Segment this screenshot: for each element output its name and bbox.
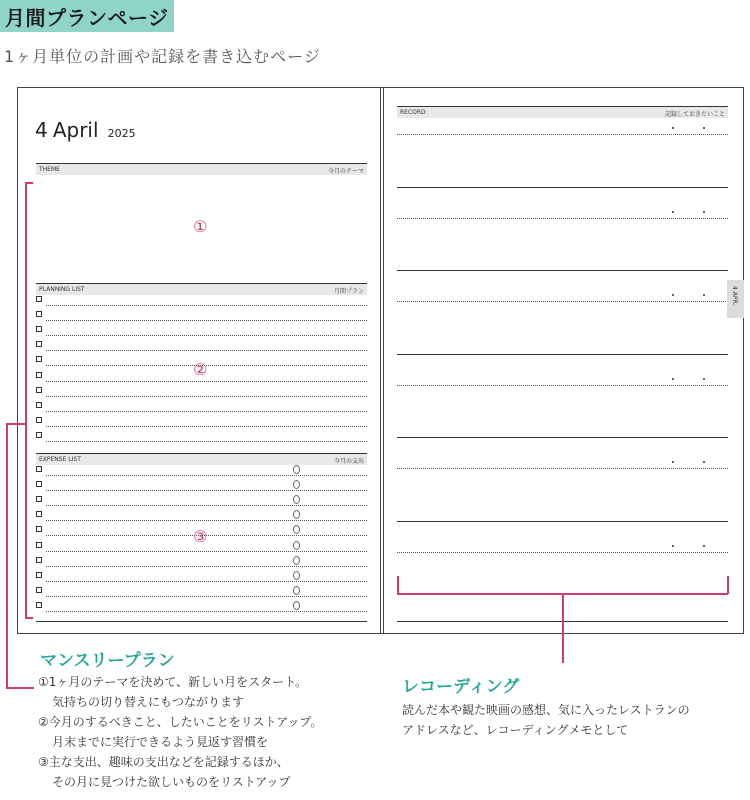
expense-row-line [46, 520, 367, 521]
theme-label: THEME [39, 166, 60, 173]
expense-checkbox [36, 602, 42, 608]
expense-checkbox [36, 481, 42, 487]
monthly-description [38, 672, 322, 792]
month-heading [35, 118, 136, 142]
expense-label-jp: 今月の支出 [333, 458, 364, 465]
marker-3: ③ [193, 527, 208, 546]
notebook-spine [380, 87, 384, 634]
expense-label: EXPENSE LIST [39, 456, 81, 463]
yen-icon [293, 571, 300, 580]
recording-description [402, 700, 690, 740]
expense-checkbox [36, 466, 42, 472]
record-label-jp: 記録しておきたいこと [664, 111, 725, 118]
month-side-tab [727, 280, 744, 318]
left-leader-v [6, 423, 8, 688]
planning-label-jp: 月間プラン [333, 288, 364, 295]
planning-bar [36, 283, 367, 295]
left-bracket-line [25, 182, 27, 619]
record-bar [397, 106, 728, 118]
planning-row-line [46, 396, 367, 397]
expense-checkbox [36, 542, 42, 548]
record-line [397, 301, 728, 302]
monthly-line: ②今月のするべきこと、したいことをリストアップ。 [38, 715, 323, 729]
planning-row-line [46, 320, 367, 321]
record-dot [703, 127, 705, 129]
expense-checkbox [36, 557, 42, 563]
planning-row-line [46, 441, 367, 442]
yen-icon [293, 586, 300, 595]
planning-row-line [46, 426, 367, 427]
right-bracket-left [397, 576, 399, 594]
monthly-line: 気持ちの切り替えにもつながります [52, 695, 245, 709]
record-dot [703, 378, 705, 380]
planning-checkbox [36, 296, 42, 302]
expense-row-line [46, 505, 367, 506]
left-bottom-line [36, 621, 367, 622]
page-subtitle: 1ヶ月単位の計画や記録を書き込むページ [4, 47, 321, 66]
record-line [397, 552, 728, 553]
expense-row-line [46, 581, 367, 582]
planning-checkbox [36, 311, 42, 317]
planning-row-line [46, 350, 367, 351]
recording-line: アドレスなど、レコーディングメモとして [402, 723, 629, 737]
marker-2: ② [193, 360, 208, 379]
expense-checkbox [36, 572, 42, 578]
record-dot [703, 545, 705, 547]
record-separator [397, 354, 728, 355]
yen-icon [293, 465, 300, 474]
record-dot [672, 378, 674, 380]
expense-row-line [46, 566, 367, 567]
expense-row-line [46, 551, 367, 552]
expense-checkbox [36, 496, 42, 502]
planning-checkbox [36, 417, 42, 423]
expense-row-line [46, 490, 367, 491]
planning-row-line [46, 381, 367, 382]
planning-checkbox [36, 326, 42, 332]
record-line [397, 218, 728, 219]
record-dot [672, 127, 674, 129]
yen-icon [293, 541, 300, 550]
monthly-line: その月に見つけた欲しいものをリストアップ [52, 775, 291, 789]
theme-bar [36, 163, 367, 175]
month-name: April [52, 118, 99, 142]
planning-checkbox [36, 402, 42, 408]
right-bracket-right [727, 576, 729, 594]
left-leader-h [6, 423, 25, 425]
expense-bar [36, 453, 367, 465]
expense-checkbox [36, 587, 42, 593]
record-dot [672, 545, 674, 547]
planning-row-line [46, 335, 367, 336]
planning-checkbox [36, 387, 42, 393]
planning-row-line [46, 411, 367, 412]
monthly-line: ①1ヶ月のテーマを決めて、新しい月をスタート。 [38, 675, 308, 689]
planning-checkbox [36, 356, 42, 362]
record-line [397, 134, 728, 135]
expense-checkbox [36, 526, 42, 532]
right-leader-v [562, 593, 564, 663]
left-leader-tail [6, 687, 34, 689]
recording-heading: レコーディング [402, 677, 520, 697]
record-dot [703, 211, 705, 213]
record-label: RECORD [400, 109, 426, 116]
marker-1: ① [193, 217, 208, 236]
recording-line: 読んだ本や観た映画の感想、気に入ったレストランの [402, 703, 690, 717]
expense-row-line [46, 475, 367, 476]
record-line [397, 468, 728, 469]
monthly-line: ③主な支出、趣味の支出などを記録するほか、 [38, 755, 289, 769]
side-tab-label: 4 APR. [731, 286, 738, 306]
year: 2025 [107, 127, 136, 140]
planning-checkbox [36, 372, 42, 378]
planning-checkbox [36, 341, 42, 347]
record-dot [672, 211, 674, 213]
record-separator [397, 270, 728, 271]
left-bracket-bottom [25, 617, 33, 619]
monthly-line: 月末までに実行できるよう見返す習慣を [52, 735, 269, 749]
yen-icon [293, 556, 300, 565]
record-separator [397, 521, 728, 522]
planning-row-line [46, 305, 367, 306]
planning-label: PLANNING LIST [39, 286, 85, 293]
left-bracket-top [25, 182, 33, 184]
expense-row-line [46, 596, 367, 597]
record-separator [397, 437, 728, 438]
record-separator [397, 187, 728, 188]
record-line [397, 385, 728, 386]
month-number: 4 [35, 118, 48, 142]
planning-checkbox [36, 432, 42, 438]
page-title: 月間プランページ [5, 6, 169, 30]
yen-icon [293, 601, 300, 610]
monthly-heading: マンスリープラン [40, 651, 175, 671]
expense-checkbox [36, 511, 42, 517]
theme-label-jp: 今月のテーマ [327, 168, 364, 175]
expense-row-line [46, 611, 367, 612]
